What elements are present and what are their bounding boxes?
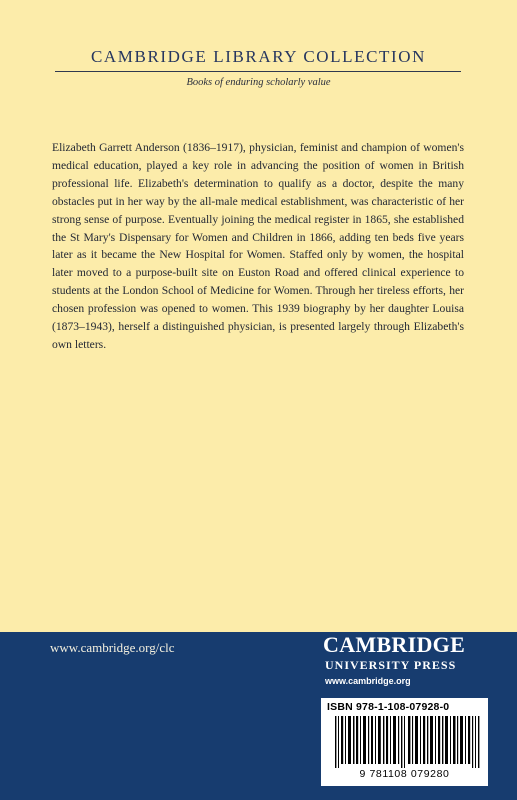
title-divider xyxy=(55,71,461,72)
publisher-name: CAMBRIDGE xyxy=(323,632,466,657)
book-description: Elizabeth Garrett Anderson (1836–1917), physician, feminist and champion of women's medical education, played a key role in advancing the position of women in British professional life. Elizabeth's determination to qualify as a doctor, despite the many obstacles put in her way by the all-male medical establishment, was characteristic of her strong sense of purpose. Eventually joining the medical register in 1865, she established the St Mary's Dispensary for Women and Children in 1866, adding ten beds five years later as it became the New Hospital for Women. Staffed only by women, the hospital later moved to a purpose-built site on Euston Road and offered clinical experience to students at the London School of Medicine for Women. Through her tireless efforts, her chosen profession was opened to women. This 1939 biography by her daughter Louisa (1873–1943), herself a distinguished physician, is presented largely through Elizabeth's own letters. xyxy=(52,141,464,351)
publisher-subtitle: UNIVERSITY PRESS xyxy=(325,658,457,672)
barcode-digits: 9 781108 079280 xyxy=(359,768,450,780)
publisher-website: www.cambridge.org xyxy=(325,676,411,686)
series-tagline: Books of enduring scholarly value xyxy=(186,77,331,88)
series-website: www.cambridge.org/clc xyxy=(50,640,175,655)
series-title: CAMBRIDGE LIBRARY COLLECTION xyxy=(90,47,427,66)
barcode-image xyxy=(335,716,480,768)
isbn-label: ISBN 978-1-108-07928-0 xyxy=(327,701,450,713)
